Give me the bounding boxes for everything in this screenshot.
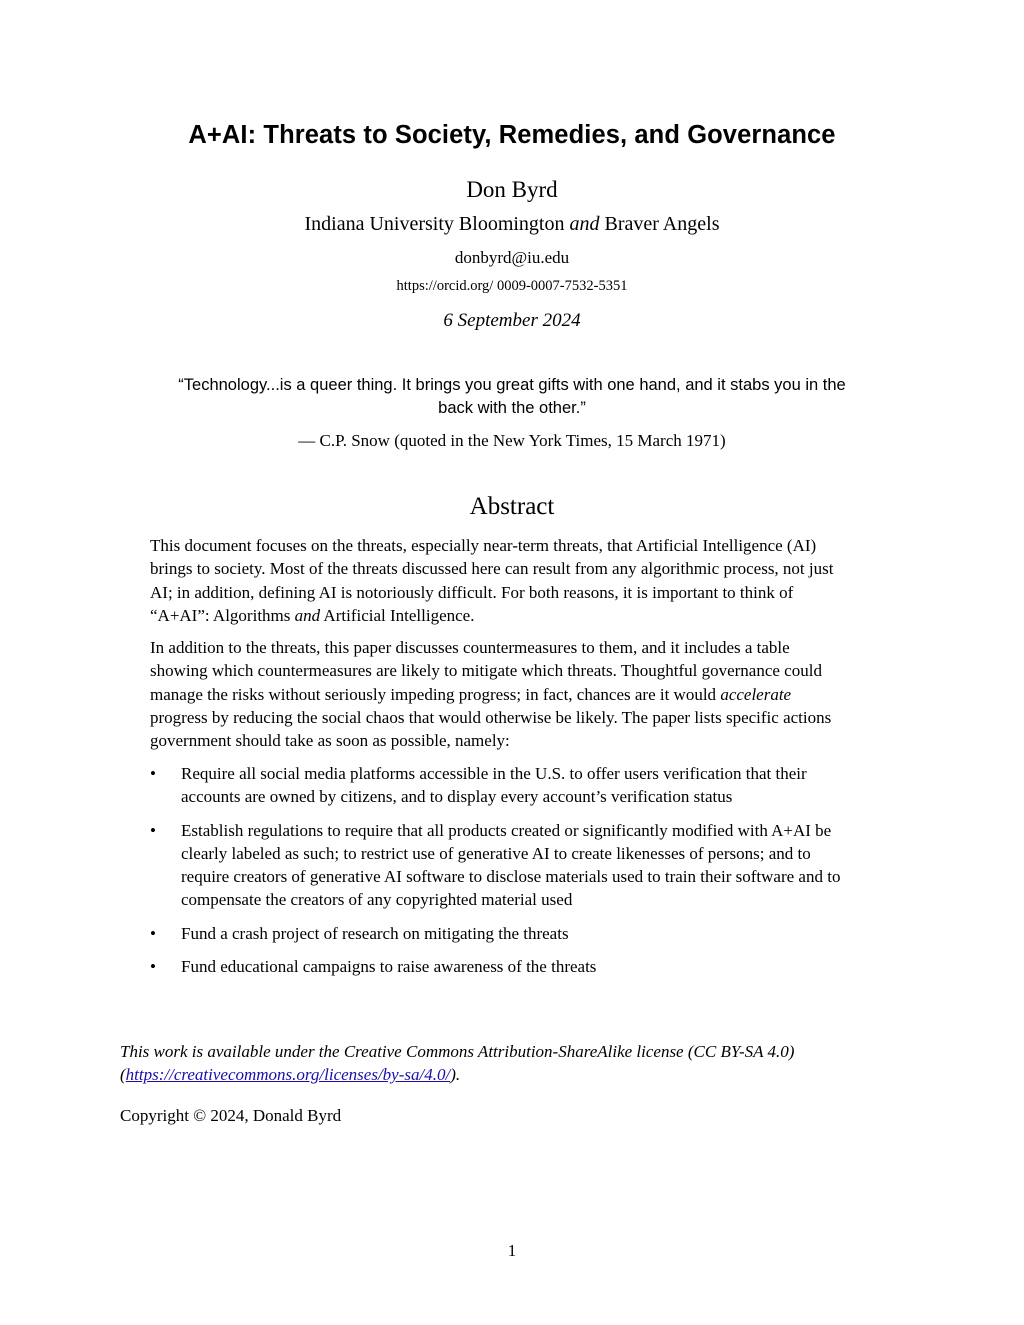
epigraph-quote: “Technology...is a queer thing. It brings you great gifts with one hand, and it stabs you in the back with the other.”	[178, 376, 846, 417]
action-list	[150, 762, 850, 988]
affiliation-part1: Indiana University Bloomington	[304, 213, 570, 235]
bullet-icon: •	[150, 764, 156, 783]
abstract-p1-text-end: Artificial Intelligence.	[320, 605, 475, 625]
abstract-paragraph-2	[150, 636, 850, 752]
license-notice	[120, 1040, 880, 1087]
page-number: 1	[507, 1241, 517, 1260]
abstract-paragraph-1	[150, 534, 850, 627]
author-name: Don Byrd	[466, 177, 558, 202]
abstract-p2-text-end: progress by reducing the social chaos that would otherwise be likely. The paper lists specific actions government should take as soon as possible, namely:	[150, 707, 832, 751]
list-item	[150, 762, 850, 809]
paper-title: A+AI: Threats to Society, Remedies, and Governance	[188, 121, 836, 149]
author-email[interactable]: donbyrd@iu.edu	[454, 248, 570, 267]
license-link[interactable]: https://creativecommons.org/licenses/by-sa/4.0/	[125, 1065, 451, 1085]
list-item-text: Fund educational campaigns to raise awareness of the threats	[181, 957, 597, 977]
bullet-icon: •	[150, 957, 156, 977]
list-item-text: Establish regulations to require that all products created or significantly modified with A+AI be clearly labeled as such; to restrict use of generative AI to create likenesses of persons; and to require creators of generative AI software to disclose materials used to train their software and to compensate the creators of any copyrighted material used	[181, 820, 841, 910]
list-item-text: Require all social media platforms accessible in the U.S. to offer users verification that their accounts are owned by citizens, and to display every account’s verification status	[181, 764, 807, 807]
copyright-notice: Copyright © 2024, Donald Byrd	[120, 1106, 342, 1125]
epigraph-attribution: — C.P. Snow (quoted in the New York Times, 15 March 1971)	[298, 431, 726, 450]
abstract-p1-text: This document focuses on the threats, especially near-term threats, that Artificial Intelligence (AI) brings to society. Most of the threats discussed here can result from any algorithmic process, not just AI; in addition, defining AI is notoriously difficult. For both reasons, it is important to think of “A+AI”: Algorithms	[150, 536, 834, 625]
abstract-p2-emphasis: accelerate	[720, 684, 792, 704]
bullet-icon: •	[150, 820, 156, 840]
affiliation	[0, 213, 1024, 236]
abstract-heading: Abstract	[469, 493, 555, 520]
list-item	[150, 955, 850, 978]
publication-date: 6 September 2024	[443, 310, 581, 331]
abstract-p1-emphasis: and	[294, 605, 321, 625]
list-item	[150, 819, 850, 912]
list-item-text: Fund a crash project of research on mitigating the threats	[181, 923, 569, 943]
abstract-p2-text: In addition to the threats, this paper discusses countermeasures to them, and it includes a table showing which countermeasures are likely to mitigate which threats. Thoughtful governance could manage the risks without seriously impeding progress; in fact, chances are it would	[150, 638, 822, 704]
bullet-icon: •	[150, 923, 156, 943]
license-text-end: ).	[450, 1065, 461, 1085]
affiliation-part2: Braver Angels	[599, 213, 720, 235]
list-item	[150, 922, 850, 945]
affiliation-conjunction: and	[569, 213, 600, 235]
license-text: This work is available under the Creative Commons Attribution-ShareAlike license (CC BY-SA 4.0) (	[120, 1042, 795, 1085]
orcid-link[interactable]: https://orcid.org/ 0009-0007-7532-5351	[396, 278, 628, 294]
